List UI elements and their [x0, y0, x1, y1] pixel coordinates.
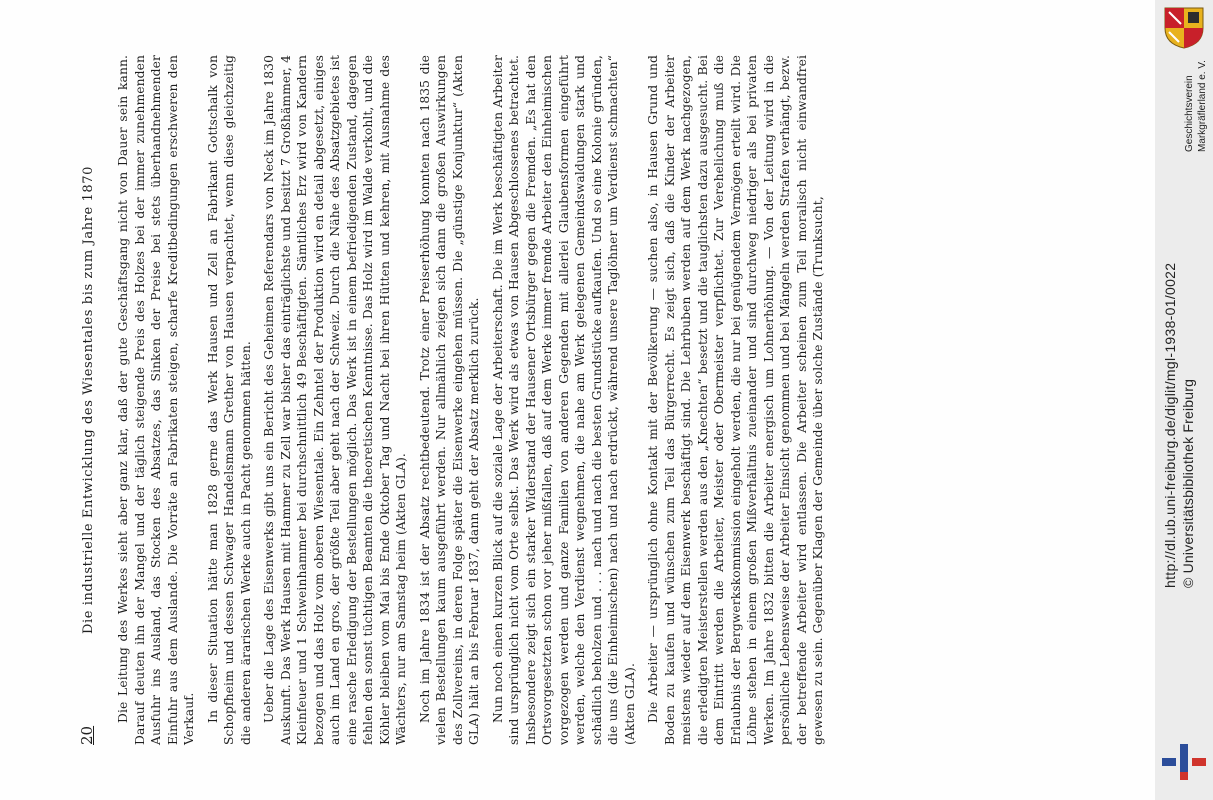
page-header [78, 55, 105, 745]
paragraph: Noch im Jahre 1834 ist der Absatz rechtbedeutend. Trotz einer Preiserhöhung konnten nach 1835 die vielen Bestellungen kaum ausgeführt werden. Nur allmählich zeigen sich dann die großen Auswirkungen des Zollvereins, in deren Folge später die Eisenwerke eingehen müssen. Die „günstige Konjunktur“ (Akten GLA) hält an bis Februar 1837, dann geht der Absatz merklich zurück. [417, 55, 481, 745]
page-number: 20 [78, 725, 96, 745]
paragraph: Die Arbeiter — ursprünglich ohne Kontakt mit der Bevölkerung — suchen also, in Hausen Grund und Boden zu kaufen und wünschen zum Teil das Bürgerrecht. Es zeigt sich, daß die Kinder der Arbeiter meistens wieder auf dem Eisenwerk beschäftigt sind. Die Lehrbuben werden auf dem Werk nachgezogen, die erledigten Meisterstellen werden aus den „Knechten“ besetzt und die tauglichsten dazu ausgesucht. Bei dem Eintritt werden die Arbeiter, Meister oder Obermeister verpflichtet. Zur Verehelichung muß die Erlaubnis der Bergwerkskommission eingeholt werden, die nur bei genügendem Vermögen erteilt wird. Die Löhne stehen in einem großen Mißverhältnis zueinander und sind durchweg niedriger als bei privaten Werken. Im Jahre 1832 bitten die Arbeiter energisch um Lohnerhöhung. — Von der Leitung wird in die persönliche Lebensweise der Arbeiter Einsicht genommen und bei Mängeln werden Strafen verhängt, bezw. der betreffende Arbeiter wird entlassen. Die Arbeiter scheinen zum Teil moralisch nicht einwandfrei gewesen zu sein. Gegenüber Klagen der Gemeinde über solche Zustände (Trunksucht, [646, 55, 825, 745]
paragraph: Ueber die Lage des Eisenwerks gibt uns ein Bericht des Geheimen Referendars von Neck im Jahre 1830 Auskunft. Das Werk Hausen mit Hammer zu Zell war bisher das einträglichste und besitzt 7 Großhämmer, 4 Kleinfeuer und 1 Schweinhammer bei durchschnittlich 49 Beschäftigten. Sämtliches Erz wird von Kandern bezogen und das Holz vom oberen Wiesentale. Ein Zehntel der Produktion wird en detail abgesetzt, einiges auch im Land en gros, der größte Teil aber geht nach der Schweiz. Durch die Nähe des Absatzgebietes ist eine rasche Erledigung der Bestellungen möglich. Das Werk ist in einem befriedigenden Zustand, dagegen fehlen den sonst tüchtigen Beamten die theoretischen Kenntnisse. Das Holz wird im Walde verkohlt, und die Köhler bleiben vom Mai bis Ende Oktober Tag und Nacht bei ihren Hütten und kehren, mit Ausnahme des Wächters, nur am Samstag heim (Akten GLA). [262, 55, 408, 745]
body-text [115, 55, 827, 745]
copyright-notice: © Universitätsbibliothek Freiburg [1180, 378, 1196, 588]
paragraph: Die Leitung des Werkes sieht aber ganz klar, daß der gute Geschäftsgang nicht von Dauer sein kann. Darauf deuten ihn der Mangel und der täglich steigende Preis des Holzes bei der immer zunehmenden Ausfuhr ins Ausland, das Stocken des Absatzes, das Sinken der Preise bei stets überhandnehmender Einfuhr aus dem Auslande. Die Vorräte an Fabrikaten steigen, scharfe Kreditbedingungen erschweren den Verkauf. [116, 55, 196, 745]
running-title: Die industrielle Entwicklung des Wiesentales bis zum Jahre 1870 [81, 166, 96, 635]
org-name-line1: Geschichtsverein [1184, 75, 1195, 152]
org-name-line2: Markgräflerland e. V. [1197, 60, 1208, 152]
rotated-page-content [78, 55, 1038, 745]
permalink-url[interactable]: http://dl.ub.uni-freiburg.de/diglit/mgl-1938-01/0022 [1162, 262, 1178, 588]
university-library-logo-icon [1162, 742, 1208, 782]
coat-of-arms-icon [1161, 6, 1207, 50]
paragraph: In dieser Situation hätte man 1828 gerne das Werk Hausen und Zell an Fabrikant Gottschalk von Schopfheim und dessen Schwager Handelsmann Grether von Hausen verpachtet, wenn diese gleichzeitig die anderen ärarischen Werke auch in Pacht genommen hätten. [205, 55, 253, 745]
paragraph: Nun noch einen kurzen Blick auf die soziale Lage der Arbeiterschaft. Die im Werk beschäftigten Arbeiter sind ursprünglich nicht vom Orte selbst. Das Werk wird als etwas von Hausen Abgeschlossenes betrachtet. Insbesondere zeigt sich ein starker Widerstand der Hausener Ortsbürger gegen die Fremden. „Es hat den Ortsvorgesetzten schon vor jeher mißfallen, daß auf dem Werke immer fremde Arbeiter den Einheimischen vorgezogen werden und ganze Familien von anderen Gegenden mit allerlei Glaubensformen eingeführt werden, welche den Verdienst wegnehmen, die nahe am Werk gelegenen Gemeindswaldungen stark und schädlich beholzen und . . . nach und nach die besten Grundstücke aufkaufen. Und so eine Kolonie gründen, die uns (die Einheimischen) nach und nach erdrückt, während unsere Taglöhner um Verdienst schmachten“ (Akten GLA). [490, 55, 637, 745]
